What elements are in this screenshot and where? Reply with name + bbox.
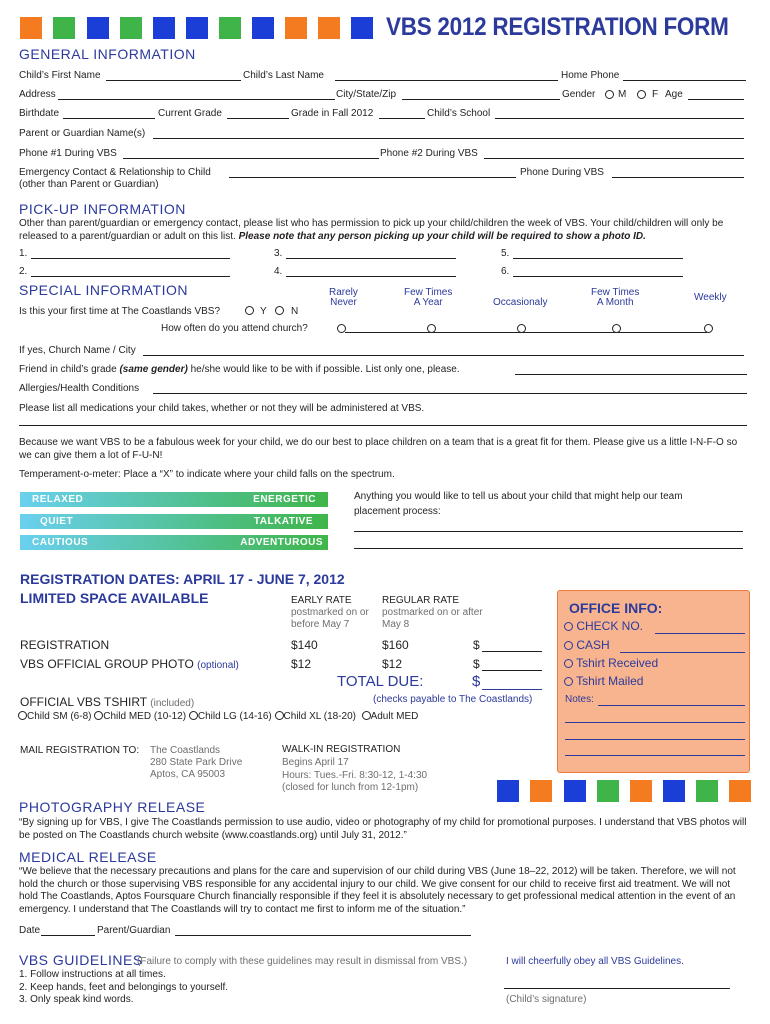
allergies-field[interactable] [153, 393, 747, 394]
scale-few-month: Few Times A Month [591, 287, 640, 308]
how-often-radio-occasionaly[interactable] [517, 324, 526, 333]
early-rate-label: EARLY RATE [291, 595, 352, 606]
gender-label: Gender [562, 89, 596, 100]
guidelines-list [19, 969, 228, 1007]
square-orange [318, 17, 340, 39]
row-registration-total-field[interactable] [482, 651, 542, 652]
size-radio-lg[interactable] [189, 711, 198, 720]
row-registration-label: REGISTRATION [20, 638, 110, 652]
last-name-field[interactable] [335, 80, 558, 81]
age-field[interactable] [688, 99, 744, 100]
checks-note: (checks payable to The Coastlands) [373, 694, 533, 705]
size-adult: Adult MED [370, 711, 419, 722]
office-check-radio[interactable] [564, 622, 573, 631]
square-blue [663, 780, 685, 802]
temperament-label: Temperament-o-meter: Place a “X” to indicate where your child falls on the spectrum. [19, 469, 395, 480]
how-often-scale-line [345, 332, 707, 333]
square-blue [351, 17, 373, 39]
square-blue [186, 17, 208, 39]
grade-fall-label: Grade in Fall 2012 [291, 108, 374, 119]
office-received-radio[interactable] [564, 659, 573, 668]
pickup-field-3[interactable] [286, 258, 456, 259]
size-med: Child MED (10-12) [103, 711, 187, 722]
first-time-y-radio[interactable] [245, 306, 254, 315]
obey-statement: I will cheerfully obey all VBS Guidelines. [506, 956, 684, 967]
first-time-n-label: N [291, 306, 299, 317]
temperament-bar-1[interactable] [20, 492, 328, 507]
pickup-text-body: Other than parent/guardian or emergency contact, please list who has permission to pick up your child/children the week of VBS. Your child/children will only be released to a parent/guardian or adult on this list. [19, 218, 724, 242]
walkin-line-1: Begins April 17 [282, 757, 349, 768]
because-text: Because we want VBS to be a fabulous week for your child, we do our best to place children on a team that is a great fit for them. Please give us a little I-N-F-O so we can give them a lot of F-U-N! [19, 437, 738, 461]
friend-label-b: (same gender) [119, 364, 188, 375]
square-orange [530, 780, 552, 802]
phone-during-field[interactable] [612, 177, 744, 178]
walkin-label: WALK-IN REGISTRATION [282, 744, 401, 755]
church-name-label: If yes, Church Name / City [19, 345, 136, 356]
office-mailed-label: Tshirt Mailed [576, 674, 644, 688]
size-radio-sm[interactable] [18, 711, 27, 720]
phone1-label: Phone #1 During VBS [19, 148, 117, 159]
square-blue [153, 17, 175, 39]
pickup-num-2: 2. [19, 266, 28, 277]
row-photo-label-text: VBS OFFICIAL GROUP PHOTO [20, 657, 194, 671]
how-often-radio-few-month[interactable] [612, 324, 621, 333]
early-rate-sub: postmarked on or before May 7 [291, 607, 369, 630]
home-phone-field[interactable] [623, 80, 746, 81]
row-registration-early: $140 [291, 638, 318, 652]
pickup-field-2[interactable] [31, 276, 230, 277]
office-cash-radio[interactable] [564, 641, 573, 650]
gender-m-label: M [618, 89, 627, 100]
square-green [120, 17, 142, 39]
first-name-field[interactable] [106, 80, 241, 81]
row-photo-note: (optional) [197, 660, 239, 671]
temperament-bar-3[interactable] [20, 535, 328, 550]
parent-label: Parent or Guardian Name(s) [19, 128, 146, 139]
gender-f-radio[interactable] [637, 90, 646, 99]
size-xl: Child XL (18-20) [283, 711, 356, 722]
office-cash-label: CASH [576, 638, 610, 652]
pickup-heading: PICK-UP INFORMATION [19, 201, 186, 217]
first-time-y-label: Y [260, 306, 267, 317]
gender-m-radio[interactable] [605, 90, 614, 99]
guideline-1: 1. Follow instructions at all times. [19, 969, 166, 980]
square-orange [20, 17, 42, 39]
birthdate-label: Birthdate [19, 108, 60, 119]
square-green [53, 17, 75, 39]
square-orange [285, 17, 307, 39]
guideline-2: 2. Keep hands, feet and belongings to yourself. [19, 981, 229, 993]
special-heading: SPECIAL INFORMATION [19, 282, 188, 298]
tshirt-label [20, 695, 194, 709]
pickup-field-4[interactable] [286, 276, 456, 277]
how-often-radio-few-year[interactable] [427, 324, 436, 333]
mail-label: MAIL REGISTRATION TO: [20, 745, 140, 756]
size-radio-med[interactable] [94, 711, 103, 720]
office-item-tshirt-mailed [564, 674, 643, 688]
anything-label: Anything you would like to tell us about your child that might help our team placement process: [354, 491, 683, 517]
office-item-check [564, 619, 643, 633]
first-time-label: Is this your first time at The Coastlands VBS? [19, 306, 221, 317]
square-blue [564, 780, 586, 802]
city-field[interactable] [402, 99, 560, 100]
last-name-label: Child’s Last Name [243, 70, 324, 81]
photo-heading: PHOTOGRAPHY RELEASE [19, 799, 206, 815]
bar-3-left: CAUTIOUS [32, 537, 89, 548]
office-notes-line-2[interactable] [565, 722, 745, 723]
address-label: Address [19, 89, 56, 100]
phone2-label: Phone #2 During VBS [380, 148, 478, 159]
school-field[interactable] [495, 118, 744, 119]
school-label: Child’s School [427, 108, 491, 119]
pickup-num-4: 4. [274, 266, 283, 277]
office-item-cash [564, 638, 610, 652]
church-name-field[interactable] [143, 355, 744, 356]
walkin-details [282, 757, 427, 795]
office-received-label: Tshirt Received [576, 656, 659, 670]
medications-label: Please list all medications your child takes, whether or not they will be administered at VBS. [19, 403, 425, 414]
square-blue [497, 780, 519, 802]
square-green [597, 780, 619, 802]
friend-label [19, 364, 460, 375]
office-notes-line-4[interactable] [565, 755, 745, 756]
pickup-text-bold: Please note that any person picking up your child will be required to show a photo ID. [238, 230, 646, 242]
phone2-field[interactable] [484, 158, 744, 159]
bar-2-right: TALKATIVE [253, 516, 313, 527]
tshirt-sizes [18, 711, 418, 722]
office-item-tshirt-received [564, 656, 658, 670]
office-notes-label: Notes: [565, 694, 594, 705]
age-label: Age [665, 89, 683, 100]
parent-field[interactable] [153, 138, 744, 139]
temperament-bar-2[interactable] [20, 514, 328, 529]
how-often-radio-weekly[interactable] [704, 324, 713, 333]
emergency-field[interactable] [229, 177, 516, 178]
address-field[interactable] [58, 99, 335, 100]
form-title: VBS 2012 REGISTRATION FORM [386, 13, 729, 41]
row-registration-regular: $160 [382, 638, 409, 652]
anything-field-1[interactable] [354, 531, 743, 532]
bar-1-left: RELAXED [32, 494, 84, 505]
current-grade-field[interactable] [227, 118, 289, 119]
row-photo-label [20, 657, 239, 671]
medical-parent-label: Parent/Guardian [97, 925, 171, 936]
how-often-label: How often do you attend church? [161, 323, 308, 334]
bar-3-right: ADVENTUROUS [240, 537, 323, 548]
pickup-num-1: 1. [19, 248, 28, 259]
square-green [696, 780, 718, 802]
medical-text: “We believe that the necessary precautions and plans for the care and supervision of our child during VBS (June 18–22, 2012) will be taken. Therefore, we will not hold the church or those supervising VBS responsible for any accidental injury to our child. We give consent for our child to receive first aid treatment. We will not hold The Coastlands, Aptos Foursquare Church financially responsible if they feel it is absolutely necessary to get professional medical attention in the event of an emergency. I understand that The Coastlands will try to contact me first to inform me of the situation.” [19, 866, 736, 915]
emergency-sublabel: (other than Parent or Guardian) [19, 179, 159, 190]
row-photo-total-field[interactable] [482, 670, 542, 671]
total-due-field[interactable] [482, 689, 542, 690]
allergies-label: Allergies/Health Conditions [19, 383, 140, 394]
general-heading: GENERAL INFORMATION [19, 46, 196, 62]
friend-field[interactable] [515, 374, 747, 375]
office-cash-field[interactable] [620, 652, 745, 653]
gender-f-label: F [652, 89, 659, 100]
home-phone-label: Home Phone [561, 70, 620, 81]
medical-date-field[interactable] [41, 935, 95, 936]
size-radio-adult[interactable] [362, 711, 371, 720]
photo-text: “By signing up for VBS, I give The Coastlands permission to use audio, video or photography of my child for promotional purposes. I understand that VBS photos will be posted on The Coastlands church website (www.coastlands.org) until July 31, 2012.” [19, 817, 747, 841]
row-photo-early: $12 [291, 657, 312, 671]
tshirt-note: (included) [150, 698, 195, 709]
regular-rate-sub: postmarked on or after May 8 [382, 607, 483, 630]
tshirt-label-text: OFFICIAL VBS TSHIRT [20, 695, 147, 709]
office-heading: OFFICE INFO: [569, 600, 663, 616]
pickup-field-6[interactable] [513, 276, 683, 277]
walkin-line-3: (closed for lunch from 12-1pm) [282, 782, 419, 793]
scale-rarely: Rarely Never [329, 287, 358, 308]
city-label: City/State/Zip [336, 89, 397, 100]
mail-line-3: Aptos, CA 95003 [150, 769, 226, 780]
friend-label-a: Friend in child’s grade [19, 364, 120, 375]
medical-date-label: Date [19, 925, 41, 936]
pickup-text [19, 218, 749, 243]
guidelines-heading: VBS GUIDELINES [19, 952, 143, 968]
bar-1-right: ENERGETIC [253, 494, 316, 505]
scale-weekly: Weekly [694, 292, 727, 303]
office-notes-line-3[interactable] [565, 739, 745, 740]
pickup-field-1[interactable] [31, 258, 230, 259]
grade-fall-field[interactable] [379, 118, 425, 119]
friend-label-c: he/she would like to be with if possible. List only one, please. [187, 364, 460, 375]
first-name-label: Child’s First Name [19, 70, 101, 81]
signature-label: (Child’s signature) [506, 994, 587, 1005]
limited-space: LIMITED SPACE AVAILABLE [20, 590, 209, 606]
square-green [219, 17, 241, 39]
pickup-num-6: 6. [501, 266, 510, 277]
mail-line-1: The Coastlands [150, 745, 221, 756]
scale-few-year: Few Times A Year [404, 287, 453, 308]
office-info-box [557, 590, 750, 773]
square-blue [87, 17, 109, 39]
registration-dates: REGISTRATION DATES: APRIL 17 - JUNE 7, 2012 [20, 571, 345, 587]
bar-2-left: QUIET [40, 516, 74, 527]
office-mailed-radio[interactable] [564, 677, 573, 686]
medical-parent-field[interactable] [175, 935, 471, 936]
pickup-num-3: 3. [274, 248, 283, 259]
guidelines-note: (Failure to comply with these guidelines may result in dismissal from VBS.) [137, 956, 468, 967]
row-photo-regular: $12 [382, 657, 403, 671]
phone1-field[interactable] [123, 158, 379, 159]
pickup-num-5: 5. [501, 248, 510, 259]
anything-field-2[interactable] [354, 548, 743, 549]
birthdate-field[interactable] [63, 118, 155, 119]
office-check-field[interactable] [655, 633, 745, 634]
office-notes-line-1[interactable] [598, 705, 745, 706]
square-blue [252, 17, 274, 39]
row-registration-total: $ [473, 638, 480, 652]
first-time-n-radio[interactable] [275, 306, 284, 315]
square-orange [630, 780, 652, 802]
walkin-line-2: Hours: Tues.-Fri. 8:30-12, 1-4:30 [282, 769, 428, 781]
office-check-label: CHECK NO. [576, 619, 644, 633]
medical-heading: MEDICAL RELEASE [19, 849, 157, 865]
total-due-symbol: $ [472, 673, 481, 690]
row-photo-total: $ [473, 657, 480, 671]
phone-during-label: Phone During VBS [520, 167, 604, 178]
medications-field[interactable] [19, 425, 747, 426]
current-grade-label: Current Grade [158, 108, 222, 119]
scale-occasionaly: Occasionaly [493, 297, 548, 308]
total-due-label: TOTAL DUE: [337, 673, 424, 690]
size-lg: Child LG (14-16) [197, 711, 272, 722]
regular-rate-label: REGULAR RATE [382, 595, 460, 606]
how-often-radio-rarely[interactable] [337, 324, 346, 333]
guideline-3: 3. Only speak kind words. [19, 994, 134, 1005]
signature-field[interactable] [504, 988, 730, 989]
mail-line-2: 280 State Park Drive [150, 757, 243, 768]
emergency-label: Emergency Contact & Relationship to Child [19, 167, 211, 178]
pickup-field-5[interactable] [513, 258, 683, 259]
square-orange [729, 780, 751, 802]
size-sm: Child SM (6-8) [27, 711, 92, 722]
size-radio-xl[interactable] [275, 711, 284, 720]
mail-address [150, 745, 242, 781]
